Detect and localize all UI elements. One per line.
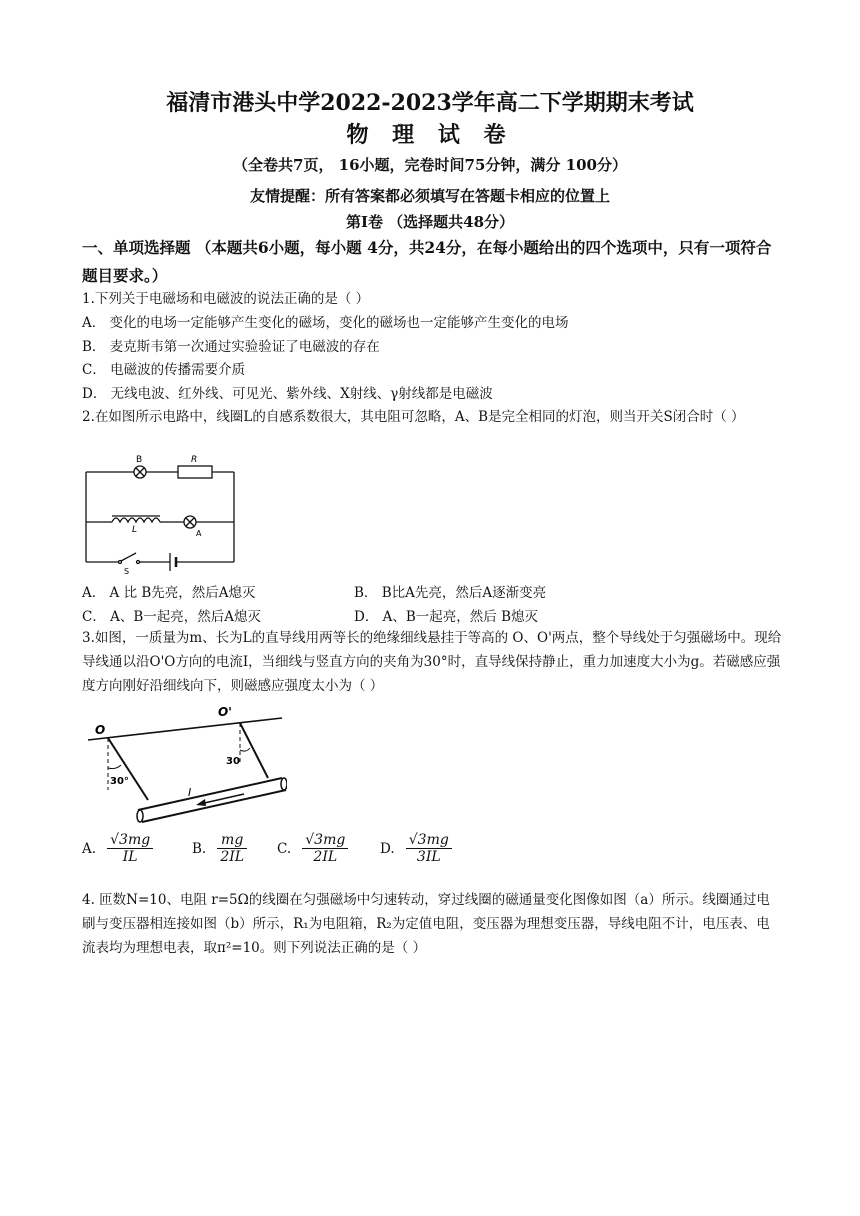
q3-option-c	[277, 832, 348, 865]
q3-option-b-numerator: mg	[217, 832, 247, 849]
q3-label-angle2: 30	[226, 756, 240, 767]
q3-option-a	[82, 832, 153, 865]
q3-option-a-fraction	[107, 832, 153, 865]
q3-label-current: I	[188, 786, 192, 799]
exam-reminder: 友情提醒：所有答案都必须填写在答题卡相应的位置上	[249, 187, 610, 205]
exam-title: 福清市港头中学2022-2023学年高二下学期期末考试	[166, 90, 694, 116]
q3-option-c-numerator: √3mg	[302, 832, 348, 849]
q3-option-d-label: D.	[380, 840, 395, 857]
q1-option-d: D． 无线电波、红外线、可见光、紫外线、X射线、γ射线都是电磁波	[82, 386, 493, 402]
q1-option-a: A． 变化的电场一定能够产生变化的磁场，变化的磁场也一定能够产生变化的电场	[82, 315, 569, 331]
q3-label-o-prime: O'	[218, 705, 232, 719]
q3-label-o: O	[95, 723, 106, 737]
q2-option-a: A． A 比 B先亮，然后A熄灭	[82, 585, 256, 601]
q3-option-c-label: C.	[277, 840, 292, 857]
q3-option-d-denominator: 3IL	[416, 849, 441, 865]
q2-circuit-figure	[82, 450, 242, 575]
q2-option-d: D． A、B一起亮，然后 B熄灭	[354, 609, 538, 625]
q3-options	[82, 832, 502, 882]
q2-option-b: B． B比A先亮，然后A逐渐变亮	[354, 585, 547, 601]
q3-option-c-denominator: 2IL	[313, 849, 338, 865]
q3-option-d-numerator: √3mg	[406, 832, 452, 849]
q3-option-b	[192, 832, 247, 865]
q3-option-a-denominator: IL	[122, 849, 138, 865]
q1-option-b: B． 麦克斯韦第一次通过实验验证了电磁波的存在	[82, 339, 380, 355]
part-heading: 第Ⅰ卷 （选择题共48分）	[345, 213, 515, 231]
q3-option-b-label: B.	[192, 840, 207, 857]
q3-option-a-label: A.	[82, 840, 97, 857]
q3-option-b-denominator: 2IL	[220, 849, 245, 865]
q3-option-b-fraction	[217, 832, 247, 865]
q3-wire-figure	[82, 698, 287, 823]
section-heading: 一、单项选择题 （本题共6小题，每小题 4分，共24分，在每小题给出的四个选项中，只有一项符合题目要求。）	[82, 238, 772, 285]
q3-option-d-fraction	[406, 832, 452, 865]
q3-option-d	[380, 832, 452, 865]
q2-label-b: B	[136, 455, 143, 465]
q1-stem: 1.下列关于电磁场和电磁波的说法正确的是（ ）	[82, 291, 370, 307]
q4-stem: 4. 匝数N=10、电阻 r=5Ω的线圈在匀强磁场中匀速转动，穿过线圈的磁通量变化图像如图（a）所示。线圈通过电刷与变压器相连接如图（b）所示，R₁为电阻箱，R₂为定值电阻，变压器为理想变压器，导线电阻不计，电压表、电流表均为理想电表，取π²=10。则下列说法正确的是（ ）	[82, 892, 770, 956]
q2-label-a: A	[196, 529, 202, 538]
q2-label-s: S	[124, 567, 130, 575]
q3-option-a-numerator: √3mg	[107, 832, 153, 849]
q3-label-angle1: 30°	[110, 776, 129, 787]
q2-stem: 2.在如图所示电路中，线圈L的自感系数很大，其电阻可忽略，A、B是完全相同的灯泡，则当开关S闭合时（ ）	[82, 409, 745, 425]
q2-label-r: R	[191, 455, 198, 465]
q2-label-l: L	[132, 525, 138, 535]
exam-subtitle: 物 理 试 卷	[346, 122, 514, 148]
q3-stem: 3.如图，一质量为m、长为L的直导线用两等长的绝缘细线悬挂于等高的 O、O'两点，整个导线处于匀强磁场中。现给导线通以沿O'O方向的电流I，当细线与竖直方向的夹角为30°时，直导线保持静止，重力加速度大小为g。若磁感应强度方向刚好沿细线向下，则磁感应强度太小为（ ）	[82, 630, 782, 694]
q2-option-c: C． A、B一起亮，然后A熄灭	[82, 609, 262, 625]
exam-info: （全卷共7页， 16小题，完卷时间75分钟，满分 100分）	[233, 156, 627, 174]
q3-option-c-fraction	[302, 832, 348, 865]
q1-option-c: C． 电磁波的传播需要介质	[82, 362, 246, 378]
